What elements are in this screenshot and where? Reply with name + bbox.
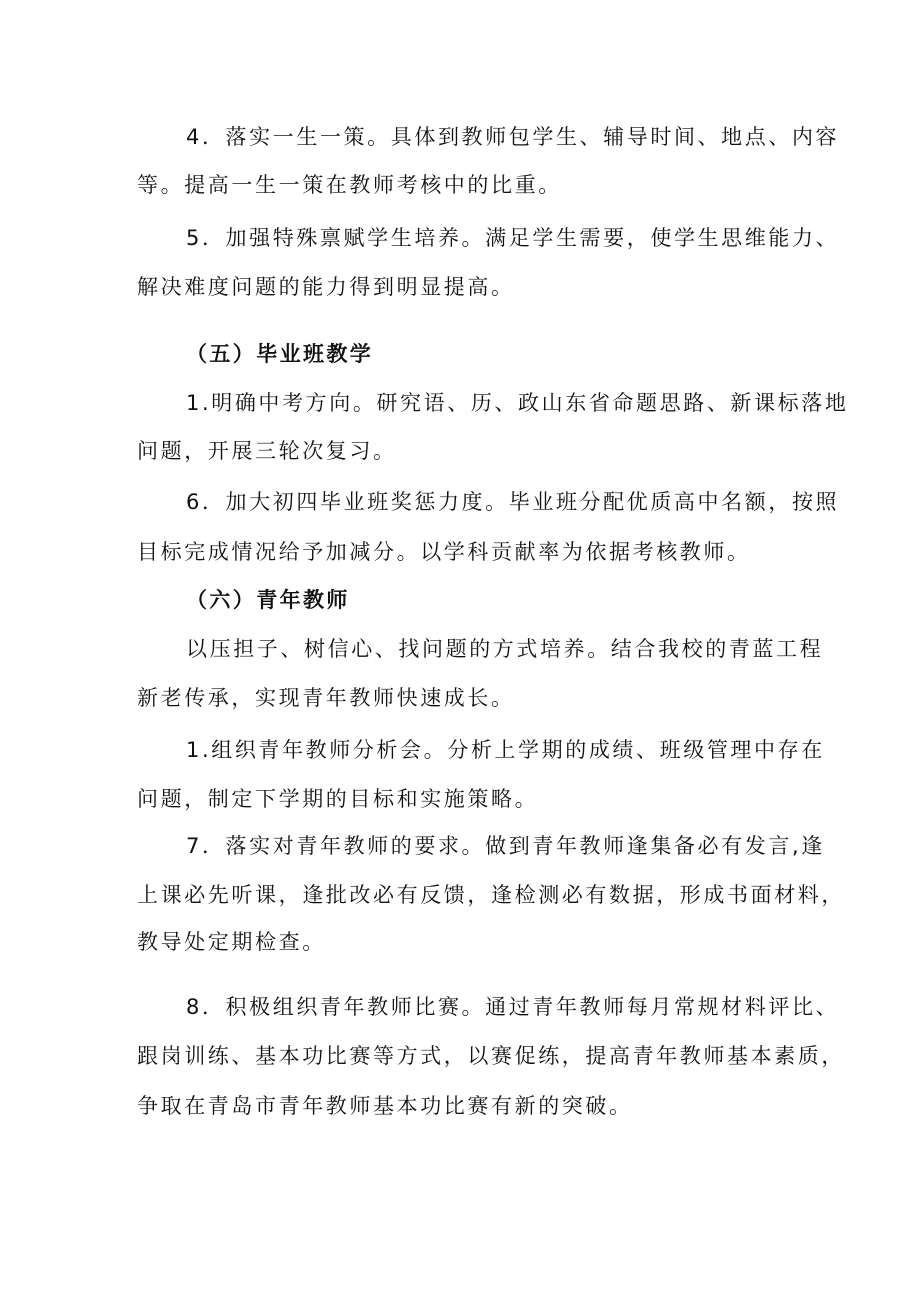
item-6-line-2: 目标完成情况给予加减分。以学科贡献率为依据考核教师。	[137, 540, 751, 564]
item-young-1-line-1: 1.组织青年教师分析会。分析上学期的成绩、班级管理中存在	[186, 738, 825, 762]
item-7-line-3: 教导处定期检查。	[137, 930, 326, 954]
young-teachers-intro-line-2: 新老传承，实现青年教师快速成长。	[137, 686, 515, 710]
section-heading-young-teachers: （六）青年教师	[186, 588, 350, 612]
item-young-1-line-2: 问题，制定下学期的目标和实施策略。	[137, 787, 539, 811]
item-7-line-1: 7．落实对青年教师的要求。做到青年教师逢集备必有发言,逢	[186, 834, 825, 858]
item-graduating-1-line-2: 问题，开展三轮次复习。	[137, 439, 397, 463]
item-5-line-1: 5．加强特殊禀赋学生培养。满足学生需要，使学生思维能力、	[186, 226, 840, 250]
item-6-line-1: 6．加大初四毕业班奖惩力度。毕业班分配优质高中名额，按照	[186, 490, 840, 514]
item-8-line-2: 跟岗训练、基本功比赛等方式，以赛促练，提高青年教师基本素质，	[137, 1044, 845, 1068]
item-4-line-2: 等。提高一生一策在教师考核中的比重。	[137, 173, 562, 197]
section-heading-graduating-class: （五）毕业班教学	[186, 342, 374, 366]
item-8-line-3: 争取在青岛市青年教师基本功比赛有新的突破。	[137, 1094, 633, 1118]
item-graduating-1-line-1: 1.明确中考方向。研究语、历、政山东省命题思路、新课标落地	[186, 391, 849, 415]
item-7-line-2: 上课必先听课，逢批改必有反馈，逢检测必有数据，形成书面材料，	[137, 883, 845, 907]
young-teachers-intro-line-1: 以压担子、树信心、找问题的方式培养。结合我校的青蓝工程	[186, 637, 824, 661]
item-8-line-1: 8．积极组织青年教师比赛。通过青年教师每月常规材料评比、	[186, 995, 840, 1019]
item-5-line-2: 解决难度问题的能力得到明显提高。	[137, 275, 515, 299]
item-4-line-1: 4．落实一生一策。具体到教师包学生、辅导时间、地点、内容	[186, 125, 840, 149]
